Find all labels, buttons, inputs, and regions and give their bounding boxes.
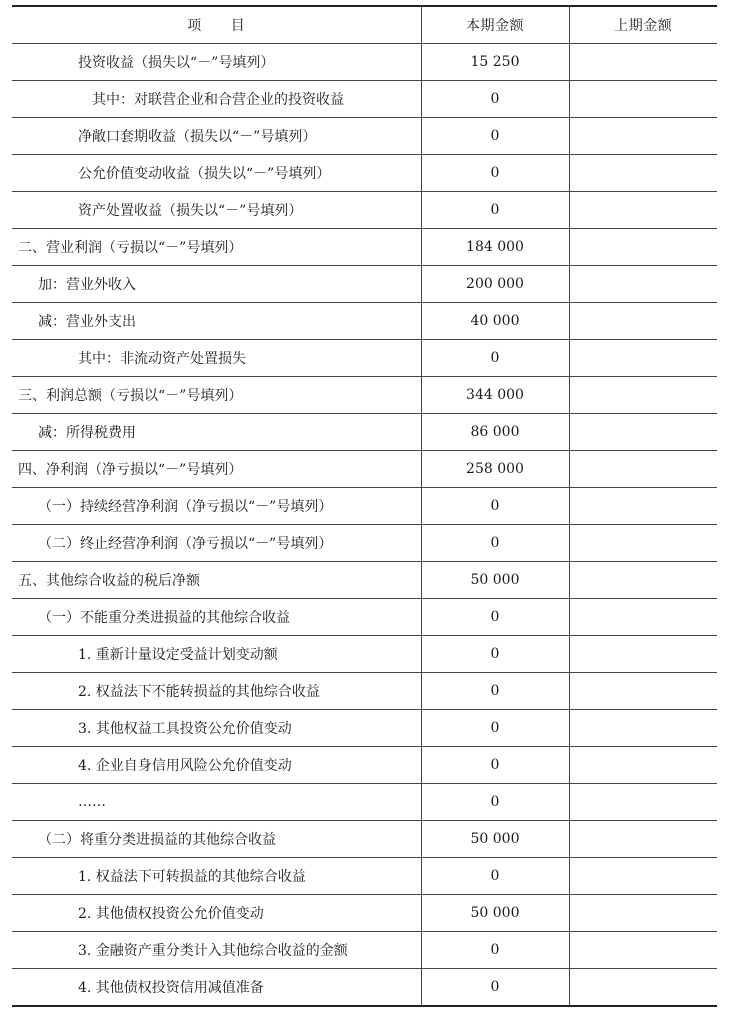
- row-item-label: 1. 重新计量设定受益计划变动额: [12, 636, 421, 673]
- row-prior-amount: [569, 747, 717, 784]
- row-current-amount: 184 000: [421, 229, 569, 266]
- row-current-amount: 50 000: [421, 895, 569, 932]
- row-prior-amount: [569, 340, 717, 377]
- row-item-label: 净敞口套期收益（损失以“－”号填列）: [12, 118, 421, 155]
- row-prior-amount: [569, 821, 717, 858]
- header-row: [12, 6, 717, 44]
- row-prior-amount: [569, 969, 717, 1007]
- row-prior-amount: [569, 229, 717, 266]
- row-prior-amount: [569, 451, 717, 488]
- table-row: [12, 784, 717, 821]
- table-row: [12, 599, 717, 636]
- row-item-label: 二、营业利润（亏损以“－”号填列）: [12, 229, 421, 266]
- row-item-label: 3. 金融资产重分类计入其他综合收益的金额: [12, 932, 421, 969]
- table-row: [12, 562, 717, 599]
- row-prior-amount: [569, 81, 717, 118]
- row-current-amount: 0: [421, 81, 569, 118]
- table-row: [12, 303, 717, 340]
- table-row: [12, 229, 717, 266]
- header-item: 项 目: [12, 6, 421, 44]
- row-prior-amount: [569, 266, 717, 303]
- row-current-amount: 15 250: [421, 44, 569, 81]
- row-prior-amount: [569, 118, 717, 155]
- row-current-amount: 0: [421, 525, 569, 562]
- row-prior-amount: [569, 710, 717, 747]
- row-current-amount: 0: [421, 340, 569, 377]
- row-item-label: （一）不能重分类进损益的其他综合收益: [12, 599, 421, 636]
- table-row: [12, 118, 717, 155]
- row-item-label: 1. 权益法下可转损益的其他综合收益: [12, 858, 421, 895]
- row-item-label: 减：所得税费用: [12, 414, 421, 451]
- table-row: [12, 451, 717, 488]
- row-prior-amount: [569, 414, 717, 451]
- table-row: [12, 710, 717, 747]
- table-body: [12, 44, 717, 1007]
- row-current-amount: 0: [421, 858, 569, 895]
- row-prior-amount: [569, 377, 717, 414]
- row-item-label: 四、净利润（净亏损以“－”号填列）: [12, 451, 421, 488]
- row-prior-amount: [569, 673, 717, 710]
- header-current-period: 本期金额: [421, 6, 569, 44]
- row-current-amount: 50 000: [421, 821, 569, 858]
- table-row: [12, 932, 717, 969]
- row-current-amount: 0: [421, 710, 569, 747]
- row-current-amount: 0: [421, 784, 569, 821]
- row-prior-amount: [569, 895, 717, 932]
- header-prior-period: 上期金额: [569, 6, 717, 44]
- row-prior-amount: [569, 44, 717, 81]
- row-item-label: 减：营业外支出: [12, 303, 421, 340]
- row-current-amount: 0: [421, 636, 569, 673]
- row-item-label: 2. 权益法下不能转损益的其他综合收益: [12, 673, 421, 710]
- row-current-amount: 86 000: [421, 414, 569, 451]
- table-row: [12, 488, 717, 525]
- table-row: [12, 44, 717, 81]
- row-prior-amount: [569, 303, 717, 340]
- table-row: [12, 747, 717, 784]
- table-row: [12, 895, 717, 932]
- table-header: [12, 6, 717, 44]
- row-current-amount: 0: [421, 192, 569, 229]
- row-item-label: 3. 其他权益工具投资公允价值变动: [12, 710, 421, 747]
- row-current-amount: 0: [421, 155, 569, 192]
- row-prior-amount: [569, 858, 717, 895]
- table-row: [12, 858, 717, 895]
- row-prior-amount: [569, 155, 717, 192]
- row-prior-amount: [569, 525, 717, 562]
- row-current-amount: 344 000: [421, 377, 569, 414]
- row-prior-amount: [569, 192, 717, 229]
- row-current-amount: 0: [421, 969, 569, 1007]
- row-item-label: 加：营业外收入: [12, 266, 421, 303]
- table-row: [12, 525, 717, 562]
- row-item-label: 公允价值变动收益（损失以“－”号填列）: [12, 155, 421, 192]
- income-statement-table: [12, 5, 717, 1007]
- table-row: [12, 340, 717, 377]
- row-item-label: 其中：非流动资产处置损失: [12, 340, 421, 377]
- table-row: [12, 821, 717, 858]
- row-item-label: 2. 其他债权投资公允价值变动: [12, 895, 421, 932]
- table-row: [12, 673, 717, 710]
- table-row: [12, 636, 717, 673]
- row-item-label: 其中：对联营企业和合营企业的投资收益: [12, 81, 421, 118]
- row-item-label: 投资收益（损失以“－”号填列）: [12, 44, 421, 81]
- table-row: [12, 266, 717, 303]
- row-current-amount: 200 000: [421, 266, 569, 303]
- row-prior-amount: [569, 488, 717, 525]
- row-item-label: 三、利润总额（亏损以“－”号填列）: [12, 377, 421, 414]
- row-item-label: （二）终止经营净利润（净亏损以“－”号填列）: [12, 525, 421, 562]
- row-current-amount: 40 000: [421, 303, 569, 340]
- table-row: [12, 155, 717, 192]
- row-item-label: 4. 其他债权投资信用减值准备: [12, 969, 421, 1007]
- row-current-amount: 0: [421, 747, 569, 784]
- table-row: [12, 81, 717, 118]
- table-row: [12, 377, 717, 414]
- row-current-amount: 50 000: [421, 562, 569, 599]
- row-prior-amount: [569, 599, 717, 636]
- table-row: [12, 414, 717, 451]
- row-current-amount: 0: [421, 488, 569, 525]
- row-prior-amount: [569, 932, 717, 969]
- row-item-label: 资产处置收益（损失以“－”号填列）: [12, 192, 421, 229]
- row-item-label: （一）持续经营净利润（净亏损以“－”号填列）: [12, 488, 421, 525]
- row-item-label: ……: [12, 784, 421, 821]
- row-prior-amount: [569, 636, 717, 673]
- row-current-amount: 258 000: [421, 451, 569, 488]
- row-current-amount: 0: [421, 118, 569, 155]
- table-row: [12, 192, 717, 229]
- row-prior-amount: [569, 784, 717, 821]
- table-row: [12, 969, 717, 1007]
- row-item-label: 五、其他综合收益的税后净额: [12, 562, 421, 599]
- row-item-label: 4. 企业自身信用风险公允价值变动: [12, 747, 421, 784]
- row-prior-amount: [569, 562, 717, 599]
- row-current-amount: 0: [421, 673, 569, 710]
- row-current-amount: 0: [421, 932, 569, 969]
- row-item-label: （二）将重分类进损益的其他综合收益: [12, 821, 421, 858]
- row-current-amount: 0: [421, 599, 569, 636]
